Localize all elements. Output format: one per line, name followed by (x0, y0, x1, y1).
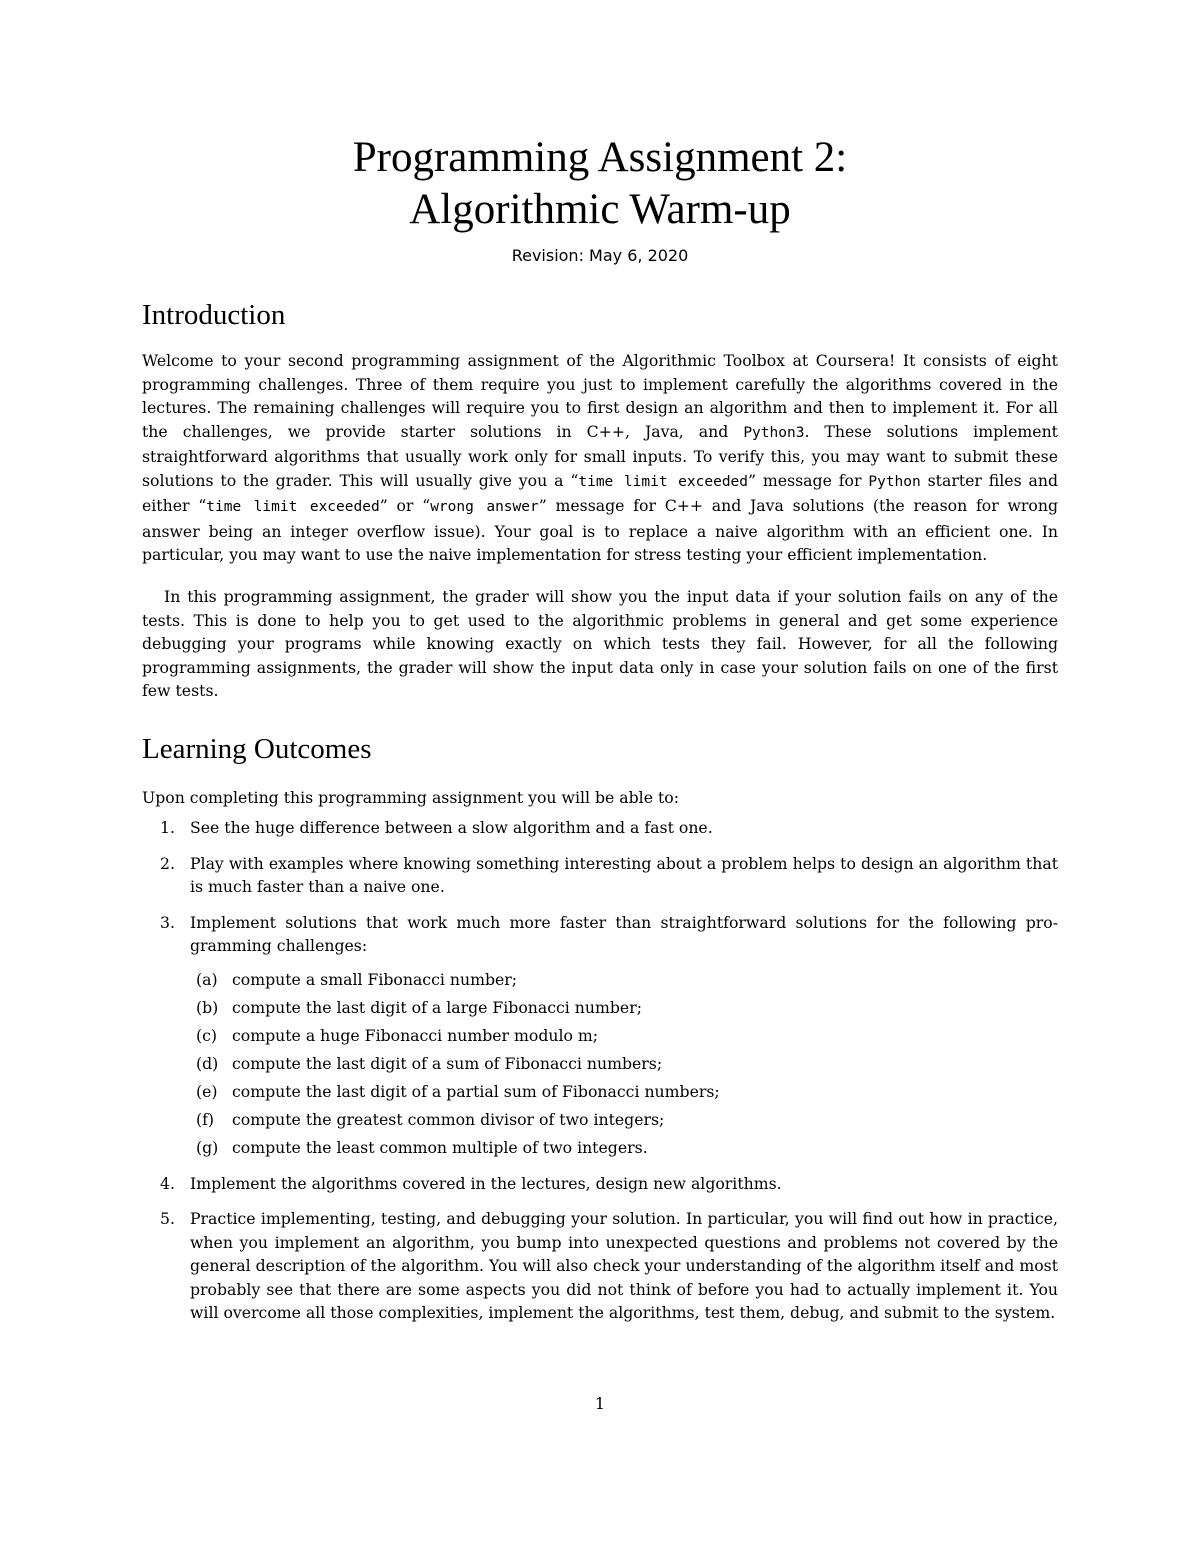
code-python: Python (868, 473, 921, 490)
list-item (142, 816, 1058, 840)
list-item (142, 1207, 1058, 1325)
sublist-label: (d) (196, 1053, 219, 1073)
text-span: ” message for C++ and Java solutions (the reason for wrong answer being an integer overflow issue). Your goal is to replace a naive algorithm with an efficient one. In particular, you may want to use the naive implementation for stress testing your efficient implementation. (142, 496, 1058, 564)
text-span: ” or “ (379, 496, 431, 515)
list-item-text: Practice implementing, testing, and debugging your solution. In particular, you will find out how in practice, when you implement an algorithm, you bump into unexpected questions and problems not covered by the general description of the algorithm. You will also check your understanding of the algorithm itself and most probably see that there are some aspects you did not think of before you had to actually implement it. You will overcome all those complexities, implement the algorithms, test them, debug, and submit to the system. (190, 1209, 1058, 1323)
sublist-item (190, 1080, 1058, 1104)
sublist-label: (b) (196, 997, 219, 1017)
introduction-paragraph-2: In this programming assignment, the grader will show you the input data if your solution fails on any of the tests. This is done to help you to get used to the algorithmic problems in general and get some experience debugging your programs while knowing exactly on which tests they fail. However, for all the following programming assignments, the grader will show the input data only in case your solution fails on one of the first few tests. (142, 587, 1058, 700)
sublist-text: compute the last digit of a partial sum of Fibonacci numbers; (232, 1081, 720, 1101)
sublist-text: compute a huge Fibonacci number modulo m; (232, 1025, 599, 1045)
code-time-limit-exceeded: time limit exceeded (206, 499, 380, 515)
text-span: ” message for (748, 470, 869, 490)
sublist-text: compute the last digit of a large Fibonacci number; (232, 997, 642, 1017)
introduction-heading: Introduction (142, 299, 286, 331)
sublist-item (190, 1024, 1058, 1048)
list-item-text: See the huge difference between a slow algorithm and a fast one. (190, 818, 713, 837)
sublist-text: compute the last digit of a sum of Fibonacci numbers; (232, 1053, 663, 1073)
sublist-text: compute a small Fibonacci number; (232, 969, 518, 989)
sublist-item (190, 1108, 1058, 1132)
sublist-text: compute the greatest common divisor of two integers; (232, 1109, 665, 1129)
text-span: Welcome to your second programming assignment of the Algorithmic Toolbox at Coursera! It consists of eight programming challenges. Three of them require you just to implement carefully the algorithms covered in the lectures. The remaining challenges will require you to first design an algorithm and then to implement it. For all the challenges, we provide starter solutions in C++, Java, and (142, 351, 1058, 441)
text-span: starter files and either “ (142, 470, 1058, 515)
sublist-item (190, 968, 1058, 992)
learning-outcomes-list (142, 816, 1058, 1337)
list-item-number: 2. (160, 853, 175, 873)
code-wrong-answer: wrong answer (430, 499, 539, 515)
learning-outcomes-intro: Upon completing this programming assignment you will be able to: (142, 788, 680, 807)
code-python3: Python3 (743, 424, 805, 441)
sublist-text: compute the least common multiple of two integers. (232, 1138, 648, 1158)
sublist-label: (e) (196, 1081, 218, 1101)
sublist-label: (a) (196, 969, 218, 989)
list-item (142, 852, 1058, 899)
title-line-1: Programming Assignment 2: (352, 134, 848, 181)
list-item-number: 3. (160, 912, 175, 932)
revision-date: Revision: May 6, 2020 (511, 246, 689, 265)
sublist-item (190, 996, 1058, 1020)
sublist-label: (f) (196, 1109, 215, 1129)
list-item-text: Implement solutions that work much more faster than straightforward solutions for the following pro-gramming challenges: (190, 912, 1058, 955)
list-item-text: Implement the algorithms covered in the lectures, design new algorithms. (190, 1173, 782, 1193)
introduction-paragraph-1 (142, 349, 1058, 567)
title-line-2: Algorithmic Warm-up (409, 186, 791, 233)
list-item-number: 1. (160, 818, 175, 837)
sublist-label: (g) (196, 1138, 219, 1158)
page-number: 1 (594, 1394, 606, 1413)
list-item-number: 5. (160, 1209, 175, 1229)
list-item (142, 1172, 1058, 1196)
text-span: . These solutions implement straightforward algorithms that usually work only for small inputs. To verify this, you may want to submit these solutions to the grader. This will usually give you a “ (142, 421, 1058, 490)
list-item-text: Play with examples where knowing something interesting about a problem helps to design an algorithm that is much faster than a naive one. (190, 853, 1058, 896)
challenge-sublist (190, 968, 1058, 1160)
learning-outcomes-heading: Learning Outcomes (142, 733, 372, 765)
sublist-item (190, 1136, 1058, 1160)
list-item (142, 911, 1058, 1160)
code-time-limit-exceeded: time limit exceeded (578, 473, 749, 490)
sublist-item (190, 1052, 1058, 1076)
sublist-label: (c) (196, 1025, 218, 1045)
list-item-number: 4. (160, 1173, 175, 1193)
